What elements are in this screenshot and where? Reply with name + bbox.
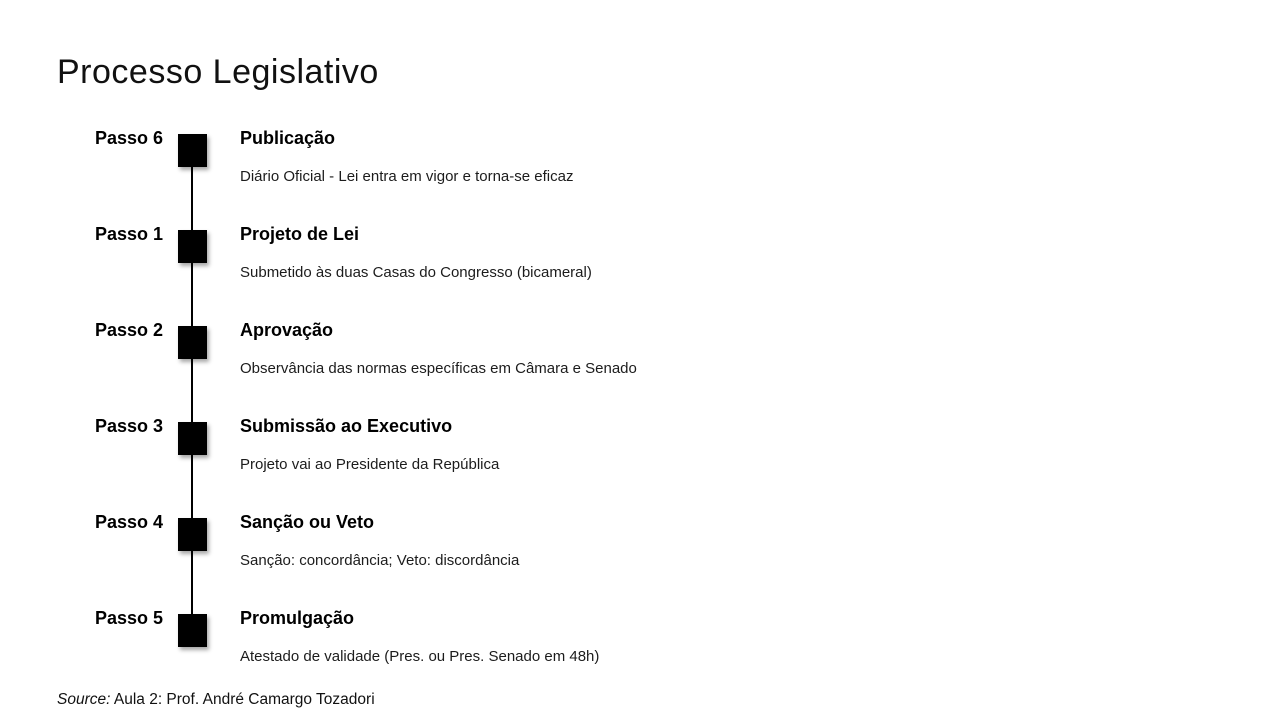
timeline-step-2	[0, 314, 820, 410]
step-label: Passo 1	[94, 224, 163, 244]
timeline-step-1	[0, 218, 820, 314]
source-attribution	[57, 691, 375, 709]
step-title: Publicação	[240, 128, 336, 148]
step-description: Sanção: concordância; Veto: discordância	[240, 552, 520, 569]
step-description: Projeto vai ao Presidente da República	[240, 456, 500, 473]
step-title: Projeto de Lei	[240, 224, 360, 244]
source-label: Source:	[57, 691, 111, 708]
timeline-step-6	[0, 122, 820, 218]
step-description: Submetido às duas Casas do Congresso (bicameral)	[240, 264, 592, 281]
step-marker-square	[178, 134, 207, 167]
step-marker-square	[178, 326, 207, 359]
step-title: Aprovação	[240, 320, 334, 340]
step-description: Observância das normas específicas em Câmara e Senado	[240, 360, 637, 377]
step-title: Promulgação	[240, 608, 355, 628]
step-label: Passo 6	[94, 128, 163, 148]
timeline-step-4	[0, 506, 820, 602]
step-marker-square	[178, 422, 207, 455]
step-label: Passo 3	[94, 416, 163, 436]
step-description: Diário Oficial - Lei entra em vigor e torna-se eficaz	[240, 168, 574, 185]
step-description: Atestado de validade (Pres. ou Pres. Senado em 48h)	[240, 648, 600, 665]
timeline-step-5	[0, 602, 820, 698]
step-title: Submissão ao Executivo	[240, 416, 453, 436]
timeline	[0, 122, 1280, 698]
source-text: Aula 2: Prof. André Camargo Tozadori	[110, 691, 375, 708]
step-title: Sanção ou Veto	[240, 512, 375, 532]
timeline-step-3	[0, 410, 820, 506]
page-title: Processo Legislativo	[57, 53, 379, 91]
step-label: Passo 2	[94, 320, 163, 340]
step-marker-square	[178, 230, 207, 263]
step-label: Passo 4	[94, 512, 163, 532]
step-marker-square	[178, 614, 207, 647]
step-label: Passo 5	[94, 608, 163, 628]
step-marker-square	[178, 518, 207, 551]
